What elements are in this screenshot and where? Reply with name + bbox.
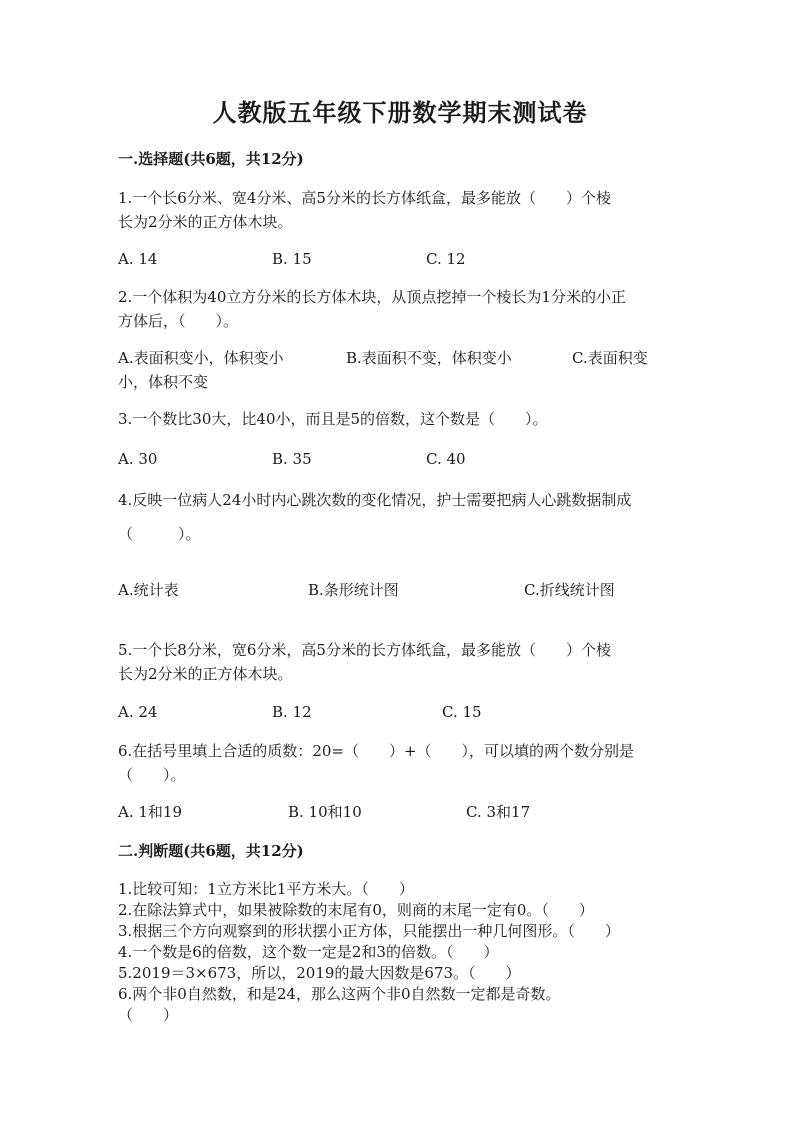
question-4-blank <box>118 522 678 546</box>
question-2-line2: 方体后，（ ）。 <box>118 312 239 330</box>
option-a: A.统计表 <box>118 581 179 599</box>
question-6 <box>118 739 678 787</box>
question-6-line2: （ ）。 <box>118 766 186 784</box>
judgment-item-6: 6.两个非0自然数，和是24，那么这两个非0自然数一定都是奇数。 <box>118 985 561 1003</box>
question-1 <box>118 186 678 234</box>
option-b: B.条形统计图 <box>308 581 399 599</box>
question-4-options <box>118 578 678 602</box>
question-4 <box>118 488 678 512</box>
question-5-line1: 5.一个长8分米，宽6分米，高5分米的长方体纸盒，最多能放（ ）个棱 <box>118 641 611 659</box>
option-c: C. 3和17 <box>466 803 531 821</box>
judgment-item-5: 5.2019＝3×673，所以，2019的最大因数是673。（ ） <box>118 964 521 982</box>
judgment-item-4: 4.一个数是6的倍数，这个数一定是2和3的倍数。（ ） <box>118 943 499 961</box>
option-c: C. 15 <box>442 703 482 721</box>
option-a: A. 1和19 <box>118 803 182 821</box>
judgment-item-6-blank: （ ） <box>118 1006 179 1024</box>
judgment-item-3: 3.根据三个方向观察到的形状摆小正方体，只能摆出一种几何图形。（ ） <box>118 922 620 940</box>
section-heading-choice: 一.选择题(共6题，共12分) <box>118 150 304 168</box>
judgment-list <box>118 879 718 1026</box>
question-6-line1: 6.在括号里填上合适的质数：20=（ ）+（ ），可以填的两个数分别是 <box>118 742 635 760</box>
question-2-line1: 2.一个体积为40立方分米的长方体木块，从顶点挖掉一个棱长为1分米的小正 <box>118 288 626 306</box>
option-c: C. 12 <box>426 250 466 268</box>
judgment-item-2: 2.在除法算式中，如果被除数的末尾有0，则商的末尾一定有0。（ ） <box>118 901 594 919</box>
question-1-line1: 1.一个长6分米、宽4分米、高5分米的长方体纸盒，最多能放（ ）个棱 <box>118 189 611 207</box>
question-2 <box>118 285 678 333</box>
question-1-options <box>118 247 678 271</box>
option-b: B. 15 <box>272 250 312 268</box>
question-4-line1: 4.反映一位病人24小时内心跳次数的变化情况，护士需要把病人心跳数据制成 <box>118 491 632 509</box>
option-a: A. 24 <box>118 703 158 721</box>
section-heading-judgment: 二.判断题(共6题，共12分) <box>118 842 304 860</box>
option-c: C. 40 <box>426 450 466 468</box>
option-c: C.折线统计图 <box>524 581 615 599</box>
judgment-item-1: 1.比较可知：1立方米比1平方米大。（ ） <box>118 880 414 898</box>
option-c-continued: 小，体积不变 <box>118 373 209 391</box>
question-4-line2: （ ）。 <box>118 525 201 543</box>
question-1-line2: 长为2分米的正方体木块。 <box>118 213 293 231</box>
question-5-line2: 长为2分米的正方体木块。 <box>118 665 293 683</box>
option-a: A. 30 <box>118 450 158 468</box>
option-a: A.表面积变小，体积变小 <box>118 349 284 367</box>
option-b: B. 12 <box>272 703 312 721</box>
question-5-options <box>118 700 678 724</box>
question-3-options <box>118 447 678 471</box>
option-a: A. 14 <box>118 250 158 268</box>
question-2-options <box>118 346 678 394</box>
question-6-options <box>118 800 678 824</box>
question-3 <box>118 407 678 431</box>
page-title: 人教版五年级下册数学期末测试卷 <box>212 98 588 127</box>
question-5 <box>118 638 678 686</box>
option-b: B. 35 <box>272 450 312 468</box>
question-3-line1: 3.一个数比30大，比40小，而且是5的倍数，这个数是（ ）。 <box>118 410 548 428</box>
option-b: B. 10和10 <box>288 803 362 821</box>
option-c: C.表面积变 <box>572 349 648 367</box>
option-b: B.表面积不变，体积变小 <box>346 349 512 367</box>
